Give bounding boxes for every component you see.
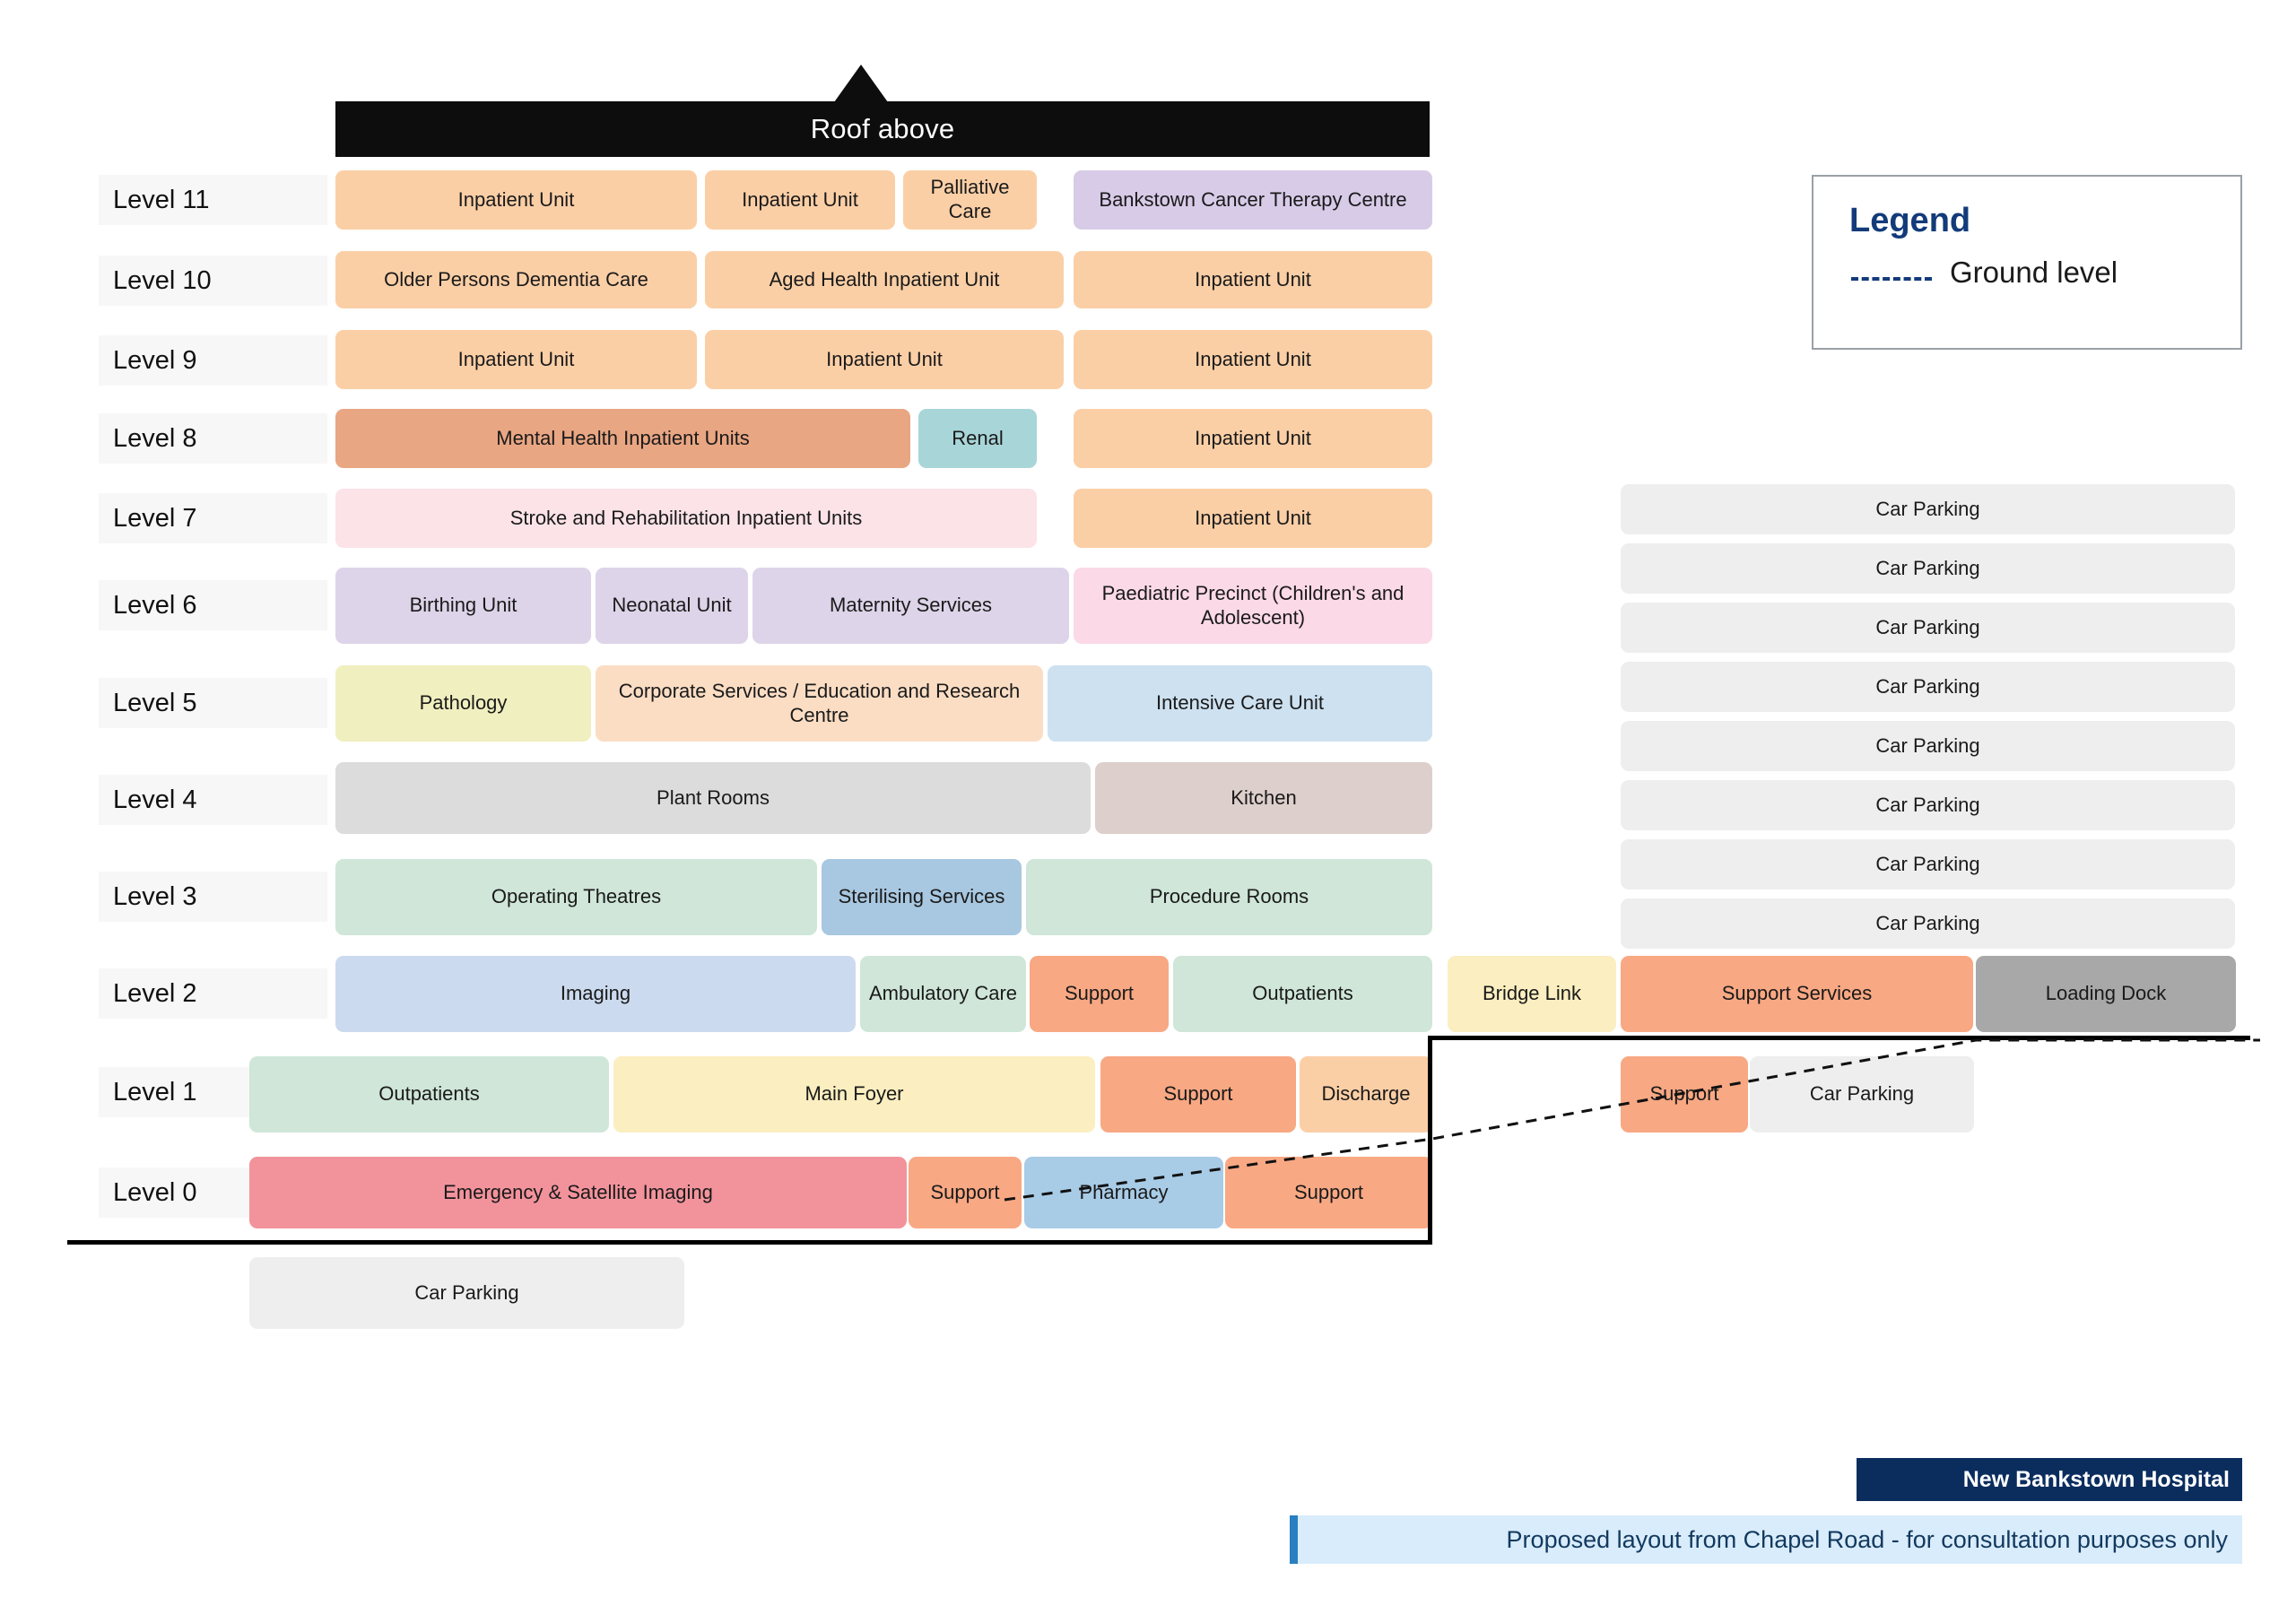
block-inpatient-unit[interactable]: Inpatient Unit — [335, 170, 697, 230]
level-label-10: Level 10 — [99, 256, 327, 306]
block-palliative-care[interactable]: Palliative Care — [903, 170, 1037, 230]
block-inpatient-unit[interactable]: Inpatient Unit — [1074, 489, 1432, 548]
level-label-4: Level 4 — [99, 775, 327, 825]
block-car-parking[interactable]: Car Parking — [249, 1257, 684, 1329]
block-inpatient-unit[interactable]: Inpatient Unit — [1074, 409, 1432, 468]
block-maternity-services[interactable]: Maternity Services — [752, 568, 1069, 644]
block-car-parking[interactable]: Car Parking — [1621, 543, 2235, 594]
level-label-5: Level 5 — [99, 678, 327, 728]
block-inpatient-unit[interactable]: Inpatient Unit — [705, 170, 895, 230]
block-stroke-and-rehabilitation-inpatient-units[interactable]: Stroke and Rehabilitation Inpatient Units — [335, 489, 1037, 548]
block-car-parking[interactable]: Car Parking — [1621, 484, 2235, 534]
block-car-parking[interactable]: Car Parking — [1621, 662, 2235, 712]
block-neonatal-unit[interactable]: Neonatal Unit — [596, 568, 748, 644]
consultation-note-accent-bar — [1290, 1515, 1298, 1564]
block-support[interactable]: Support — [1225, 1157, 1432, 1228]
level-label-8: Level 8 — [99, 413, 327, 464]
block-car-parking[interactable]: Car Parking — [1621, 839, 2235, 890]
block-main-foyer[interactable]: Main Foyer — [613, 1056, 1095, 1133]
ground-level-dash-icon — [1851, 277, 1932, 281]
block-intensive-care-unit[interactable]: Intensive Care Unit — [1048, 665, 1432, 742]
block-renal[interactable]: Renal — [918, 409, 1037, 468]
block-loading-dock[interactable]: Loading Dock — [1976, 956, 2236, 1032]
level-label-7: Level 7 — [99, 493, 327, 543]
block-corporate-services-education-and-research-centre[interactable]: Corporate Services / Education and Research Centre — [596, 665, 1043, 742]
block-ambulatory-care[interactable]: Ambulatory Care — [860, 956, 1026, 1032]
block-pathology[interactable]: Pathology — [335, 665, 591, 742]
roof-bar: Roof above — [335, 101, 1430, 157]
ground-line-left — [67, 1240, 1432, 1245]
block-aged-health-inpatient-unit[interactable]: Aged Health Inpatient Unit — [705, 251, 1064, 308]
level-label-0: Level 0 — [99, 1167, 327, 1218]
block-mental-health-inpatient-units[interactable]: Mental Health Inpatient Units — [335, 409, 910, 468]
block-sterilising-services[interactable]: Sterilising Services — [822, 859, 1022, 935]
block-bridge-link[interactable]: Bridge Link — [1448, 956, 1616, 1032]
block-procedure-rooms[interactable]: Procedure Rooms — [1026, 859, 1432, 935]
block-pharmacy[interactable]: Pharmacy — [1024, 1157, 1223, 1228]
roof-peak-icon — [834, 65, 888, 102]
ground-line-riser-1 — [1428, 1036, 1432, 1245]
block-support[interactable]: Support — [909, 1157, 1022, 1228]
block-plant-rooms[interactable]: Plant Rooms — [335, 762, 1091, 834]
block-inpatient-unit[interactable]: Inpatient Unit — [1074, 251, 1432, 308]
block-car-parking[interactable]: Car Parking — [1750, 1056, 1974, 1133]
block-support[interactable]: Support — [1100, 1056, 1296, 1133]
legend-title: Legend — [1849, 202, 1971, 239]
level-label-6: Level 6 — [99, 580, 327, 630]
block-inpatient-unit[interactable]: Inpatient Unit — [1074, 330, 1432, 389]
block-support-services[interactable]: Support Services — [1621, 956, 1973, 1032]
block-car-parking[interactable]: Car Parking — [1621, 780, 2235, 830]
block-older-persons-dementia-care[interactable]: Older Persons Dementia Care — [335, 251, 697, 308]
block-outpatients[interactable]: Outpatients — [1173, 956, 1432, 1032]
consultation-note-banner: Proposed layout from Chapel Road - for consultation purposes only — [1290, 1515, 2242, 1564]
level-label-3: Level 3 — [99, 872, 327, 922]
block-imaging[interactable]: Imaging — [335, 956, 856, 1032]
block-car-parking[interactable]: Car Parking — [1621, 603, 2235, 653]
ground-line-right — [1428, 1036, 2250, 1040]
legend-box — [1812, 175, 2242, 350]
block-bankstown-cancer-therapy-centre[interactable]: Bankstown Cancer Therapy Centre — [1074, 170, 1432, 230]
block-support[interactable]: Support — [1621, 1056, 1748, 1133]
block-discharge[interactable]: Discharge — [1300, 1056, 1432, 1133]
legend-ground-level-label: Ground level — [1950, 256, 2118, 289]
level-label-1: Level 1 — [99, 1067, 327, 1117]
block-inpatient-unit[interactable]: Inpatient Unit — [335, 330, 697, 389]
block-inpatient-unit[interactable]: Inpatient Unit — [705, 330, 1064, 389]
level-label-9: Level 9 — [99, 335, 327, 386]
block-support[interactable]: Support — [1030, 956, 1169, 1032]
block-kitchen[interactable]: Kitchen — [1095, 762, 1432, 834]
block-car-parking[interactable]: Car Parking — [1621, 721, 2235, 771]
block-birthing-unit[interactable]: Birthing Unit — [335, 568, 591, 644]
block-operating-theatres[interactable]: Operating Theatres — [335, 859, 817, 935]
block-outpatients[interactable]: Outpatients — [249, 1056, 609, 1133]
hospital-name-banner: New Bankstown Hospital — [1857, 1458, 2242, 1501]
level-label-2: Level 2 — [99, 968, 327, 1019]
block-emergency-and-satellite-imaging[interactable]: Emergency & Satellite Imaging — [249, 1157, 907, 1228]
level-label-11: Level 11 — [99, 175, 327, 225]
block-car-parking[interactable]: Car Parking — [1621, 898, 2235, 949]
block-paediatric-precinct[interactable]: Paediatric Precinct (Children's and Adolescent) — [1074, 568, 1432, 644]
